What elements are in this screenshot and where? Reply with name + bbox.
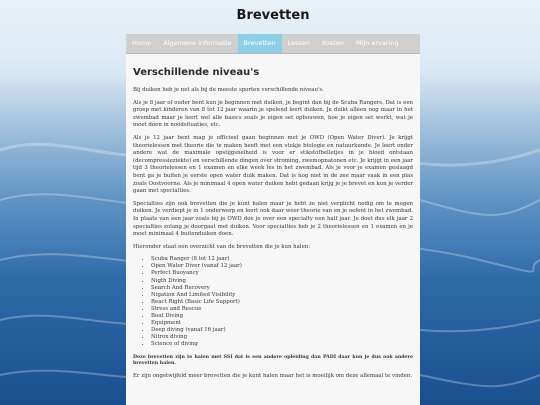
- nav-item-mijn-ervaring[interactable]: Mijn ervaring: [355, 39, 399, 47]
- page-heading: Verschillende niveau's: [133, 67, 260, 78]
- list-item: • Deep diving (vanaf 16 jaar): [151, 327, 413, 334]
- paragraph-specialties: Specialties zijn ook brevetten die je kunt halen maar je hebt ze niet verplicht nodig om te mogen duiken. Je verdiept je in 1 onderwerp en leert ook daar weer theorie van en je oefent in het zwembad. In plaats van een jaar zoals bij je OWD doe je over een specialty een half jaar. Je doet dus elk jaar 2 specialties zolang je doorgaat met duiken. Voor specialties heb je 2 theorielessen en 1 examen en je moet minimaal 4 buitenduiken doen.: [133, 200, 413, 238]
- list-item: • Science of diving: [151, 341, 413, 348]
- intro-paragraph: Bij duiken heb je net als bij de meeste sporten verschillende niveau's.: [133, 87, 324, 93]
- list-item: • Stress and Rescue: [151, 306, 413, 313]
- list-item: • React Right (Basic Life Support): [151, 299, 413, 306]
- list-intro: Hieronder staat een overzicht van de brevetten die je kun halen:: [133, 243, 311, 250]
- nav-item-brevetten[interactable]: Brevetten: [238, 34, 282, 53]
- list-item: • Scuba Ranger (8 tot 12 jaar): [151, 256, 413, 263]
- closing-paragraph: Er zijn ongetwijfeld meer brevetten die je kunt halen maar het is moeilijk om deze allemaal te vinden.: [133, 372, 413, 379]
- nav-item-algemene-informatie[interactable]: Algemene informatie: [163, 39, 232, 47]
- list-item: • Open Water Diver (vanaf 12 jaar): [151, 263, 413, 270]
- list-item: • Nitrox diving: [151, 334, 413, 341]
- brevetten-list: [133, 256, 413, 348]
- list-item: • Boat Diving: [151, 313, 413, 320]
- nav-item-home[interactable]: Home: [132, 39, 152, 47]
- list-item: • Search And Recovery: [151, 285, 413, 292]
- ssi-note: Deze brevetten zijn te halen met SSI dat is een andere opleiding dan PADI daar kun je dus ook andere brevetten halen.: [133, 354, 413, 367]
- nav-item-kosten[interactable]: Kosten: [321, 39, 344, 47]
- site-title: Brevetten: [236, 8, 310, 23]
- nav-item-lessen[interactable]: Lessen: [287, 39, 310, 47]
- list-item: • Perfect Buoyancy: [151, 270, 413, 277]
- list-item: • Equipment: [151, 320, 413, 327]
- list-item: • Nigth Diving: [151, 278, 413, 285]
- main-nav: [126, 34, 420, 54]
- list-item: • Nigation And Limited Visibility: [151, 292, 413, 299]
- paragraph-scuba-rangers: Als je 8 jaar of ouder bent kun je beginnen met duiken, je begint dan bij de Scuba Rangers. Dat is een groep met kinderen van 8 tot 12 jaar waarin je spelend leert duiken. Je duikt alleen nog maar in het zwembad maar je leert wel alle basics zoals je eigen set opbouwen, hoe je eigen set werkt, wat je moet doen in noodsituaties, etc.: [133, 99, 413, 129]
- paragraph-owd: Als je 12 jaar bent mag je officieel gaan beginnen met je OWD (Open Water Diver). Je krijgt theorielessen met theorie die te maken heeft met een stukje biologie en natuurkunde. Je leert onder andere wat de maximale opstijgsnelheid is voor er stikstofbelletjes in je bloed ontstaan (decompressieziekte) en verschillende dingen over stroming, zwemopnatonen etc. Je krijgt in een jaar tijd 3 theorielessen en 1 examen en elke week les in het zwembad. Als je voor je examen geslaagd bent ga je buiten je eerste open water duik maken. Dat is nog niet in de zee maar vaak in een plas zoals Oostvoorne. Als je minimaal 4 open water duiken hebt gedaan krijg je je brevet en kun je verder gaan met specialties.: [133, 134, 413, 195]
- content-panel: [126, 54, 420, 405]
